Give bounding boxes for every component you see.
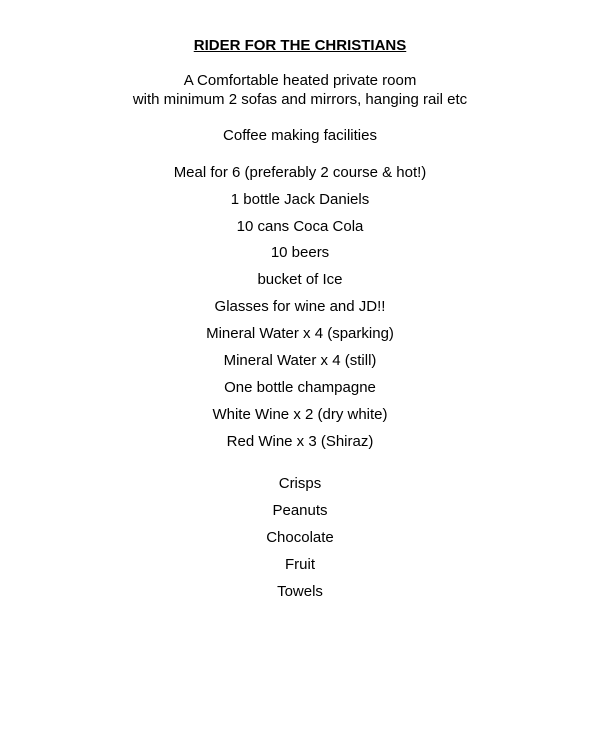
list-item: 10 cans Coca Cola	[236, 218, 364, 235]
document-title: RIDER FOR THE CHRISTIANS	[193, 37, 407, 54]
coffee-requirement: Coffee making facilities	[223, 127, 377, 144]
list-item: Red Wine x 3 (Shiraz)	[226, 433, 374, 450]
list-item: bucket of Ice	[257, 271, 343, 288]
list-item: Chocolate	[266, 529, 334, 546]
list-item: White Wine x 2 (dry white)	[212, 406, 388, 423]
list-item: 10 beers	[270, 244, 330, 261]
list-item: Meal for 6 (preferably 2 course & hot!)	[173, 164, 427, 181]
list-item: Glasses for wine and JD!!	[214, 298, 386, 315]
room-requirement-line-2: with minimum 2 sofas and mirrors, hanging rail etc	[132, 91, 468, 108]
list-item: One bottle champagne	[224, 379, 376, 396]
list-item: Fruit	[285, 556, 315, 573]
list-item: 1 bottle Jack Daniels	[230, 191, 370, 208]
list-item: Mineral Water x 4 (sparking)	[206, 325, 394, 342]
list-item: Peanuts	[272, 502, 328, 519]
list-item: Towels	[277, 583, 323, 600]
room-requirement-line-1: A Comfortable heated private room	[183, 72, 417, 89]
list-item: Mineral Water x 4 (still)	[223, 352, 377, 369]
list-item: Crisps	[278, 475, 322, 492]
